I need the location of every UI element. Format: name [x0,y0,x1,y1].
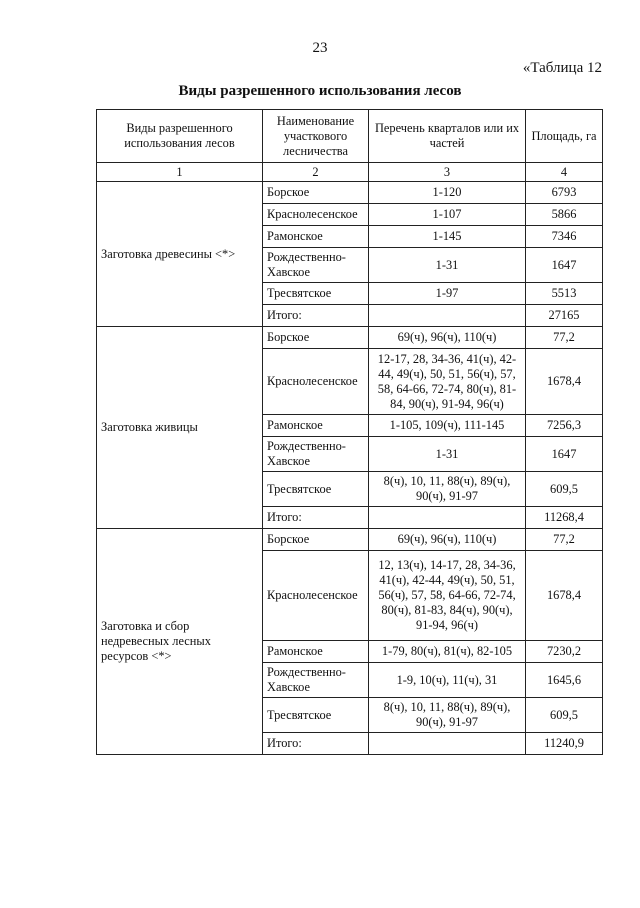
table-row [97,529,603,551]
quarters-cell: 12-17, 28, 34-36, 41(ч), 42-44, 49(ч), 50, 51, 56(ч), 57, 58, 64-66, 72-74, 80(ч), 81-84, 90(ч), 91-94, 96(ч) [369,349,526,415]
quarters-cell: 1-97 [369,283,526,305]
col-number: 2 [263,163,369,182]
area-cell: 77,2 [526,327,603,349]
forestry-cell: Рамонское [263,415,369,437]
area-cell: 7230,2 [526,641,603,663]
forestry-cell: Краснолесенское [263,204,369,226]
quarters-cell: 69(ч), 96(ч), 110(ч) [369,529,526,551]
area-cell: 7256,3 [526,415,603,437]
quarters-cell: 1-9, 10(ч), 11(ч), 31 [369,663,526,698]
table-row [97,182,603,204]
area-cell: 6793 [526,182,603,204]
header-row [97,110,603,163]
area-cell: 609,5 [526,698,603,733]
table-body [97,182,603,755]
table-reference: «Таблица 12 [522,60,602,76]
column-number-row [97,163,603,182]
quarters-cell: 1-31 [369,437,526,472]
forestry-cell: Борское [263,529,369,551]
forestry-cell: Краснолесенское [263,551,369,641]
col-number: 1 [97,163,263,182]
area-cell: 27165 [526,305,603,327]
quarters-cell: 1-79, 80(ч), 81(ч), 82-105 [369,641,526,663]
forestry-cell: Краснолесенское [263,349,369,415]
header-forestry: Наименование участкового лесничества [263,110,369,163]
forestry-cell: Тресвятское [263,472,369,507]
area-cell: 11268,4 [526,507,603,529]
area-cell: 7346 [526,226,603,248]
quarters-cell: 69(ч), 96(ч), 110(ч) [369,327,526,349]
forestry-cell: Борское [263,327,369,349]
quarters-cell: 1-31 [369,248,526,283]
area-cell: 1678,4 [526,551,603,641]
area-cell: 77,2 [526,529,603,551]
area-cell: 1647 [526,437,603,472]
area-cell: 1645,6 [526,663,603,698]
col-number: 3 [369,163,526,182]
forestry-cell: Итого: [263,507,369,529]
col-number: 4 [526,163,603,182]
forestry-cell: Тресвятское [263,698,369,733]
area-cell: 5866 [526,204,603,226]
area-cell: 5513 [526,283,603,305]
quarters-cell [369,507,526,529]
use-type-cell: Заготовка древесины <*> [97,182,263,327]
forestry-cell: Рождественно-Хавское [263,437,369,472]
table-row [97,327,603,349]
forest-use-table [96,109,603,755]
forestry-cell: Рождественно-Хавское [263,248,369,283]
use-type-cell: Заготовка и сбор недревесных лесных ресурсов <*> [97,529,263,755]
forestry-cell: Рождественно-Хавское [263,663,369,698]
quarters-cell: 8(ч), 10, 11, 88(ч), 89(ч), 90(ч), 91-97 [369,698,526,733]
forestry-cell: Борское [263,182,369,204]
forestry-cell: Тресвятское [263,283,369,305]
quarters-cell: 1-107 [369,204,526,226]
forestry-cell: Итого: [263,305,369,327]
area-cell: 609,5 [526,472,603,507]
area-cell: 1678,4 [526,349,603,415]
quarters-cell: 1-145 [369,226,526,248]
forestry-cell: Рамонское [263,226,369,248]
header-area: Площадь, га [526,110,603,163]
area-cell: 11240,9 [526,733,603,755]
table-title: Виды разрешенного использования лесов [178,83,462,99]
quarters-cell: 8(ч), 10, 11, 88(ч), 89(ч), 90(ч), 91-97 [369,472,526,507]
area-cell: 1647 [526,248,603,283]
header-quarters: Перечень кварталов или их частей [369,110,526,163]
quarters-cell [369,305,526,327]
forestry-cell: Итого: [263,733,369,755]
quarters-cell [369,733,526,755]
quarters-cell: 12, 13(ч), 14-17, 28, 34-36, 41(ч), 42-44, 49(ч), 50, 51, 56(ч), 57, 58, 64-66, 72-74, 80(ч), 81-83, 84(ч), 90(ч), 91-94, 96(ч) [369,551,526,641]
quarters-cell: 1-105, 109(ч), 111-145 [369,415,526,437]
quarters-cell: 1-120 [369,182,526,204]
header-use: Виды разрешенного использования лесов [97,110,263,163]
use-type-cell: Заготовка живицы [97,327,263,529]
forestry-cell: Рамонское [263,641,369,663]
page-number: 23 [312,40,328,56]
